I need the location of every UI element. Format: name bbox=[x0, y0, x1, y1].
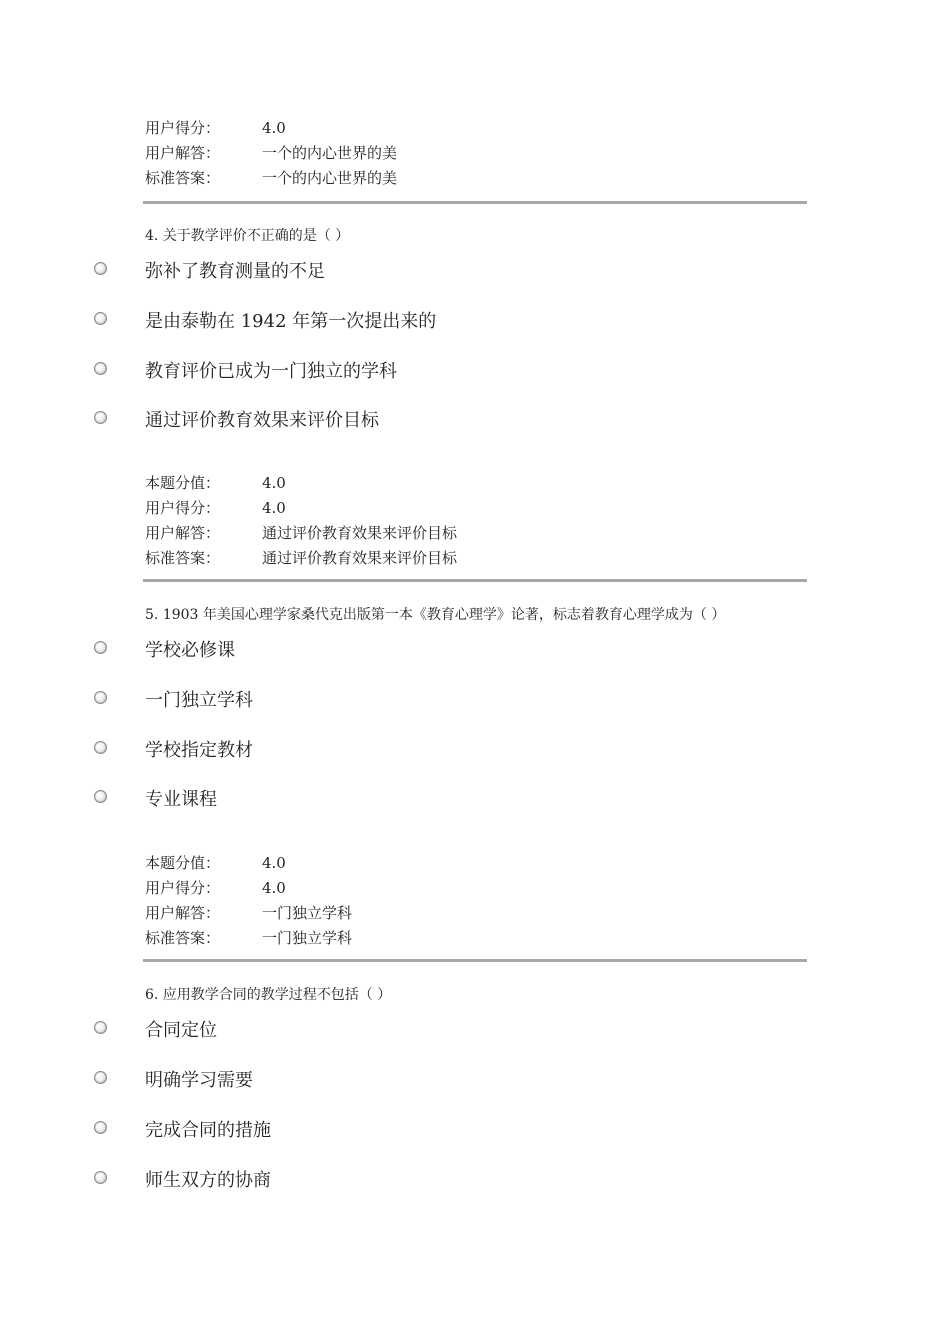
option-label: 明确学习需要 bbox=[145, 1070, 253, 1091]
radio-button[interactable] bbox=[94, 1171, 107, 1184]
score-row-user-score bbox=[145, 116, 286, 140]
option-label: 合同定位 bbox=[145, 1020, 217, 1041]
score-row-question-value bbox=[145, 471, 286, 495]
score-value: 4.0 bbox=[262, 119, 286, 137]
question-4-option-2[interactable] bbox=[94, 310, 794, 336]
score-value: 4.0 bbox=[262, 474, 286, 492]
question-6-option-2[interactable] bbox=[94, 1069, 794, 1095]
option-label: 教育评价已成为一门独立的学科 bbox=[145, 361, 397, 382]
divider bbox=[143, 579, 807, 582]
score-label: 用户解答： bbox=[145, 904, 221, 922]
question-5-option-1[interactable] bbox=[94, 639, 794, 665]
radio-button[interactable] bbox=[94, 790, 107, 803]
score-row-user-score bbox=[145, 876, 286, 900]
radio-button[interactable] bbox=[94, 411, 107, 424]
score-row-user-answer bbox=[145, 521, 457, 545]
score-row-user-answer bbox=[145, 141, 397, 165]
option-label: 一门独立学科 bbox=[145, 690, 253, 711]
score-row-user-score bbox=[145, 496, 286, 520]
score-label: 用户解答： bbox=[145, 144, 221, 162]
score-value: 4.0 bbox=[262, 854, 286, 872]
radio-button[interactable] bbox=[94, 362, 107, 375]
radio-button[interactable] bbox=[94, 1071, 107, 1084]
radio-button[interactable] bbox=[94, 741, 107, 754]
score-value: 4.0 bbox=[262, 499, 286, 517]
question-6-title: 6. 应用教学合同的教学过程不包括（ ） bbox=[145, 987, 392, 1003]
option-label: 通过评价教育效果来评价目标 bbox=[145, 410, 379, 431]
score-value: 一个的内心世界的美 bbox=[262, 144, 398, 162]
question-4-option-4[interactable] bbox=[94, 409, 794, 435]
score-value: 一门独立学科 bbox=[262, 904, 353, 922]
score-value: 一门独立学科 bbox=[262, 929, 353, 947]
option-label: 专业课程 bbox=[145, 789, 217, 810]
question-4-title: 4. 关于教学评价不正确的是（ ） bbox=[145, 228, 350, 244]
question-5-option-2[interactable] bbox=[94, 689, 794, 715]
score-row-question-value bbox=[145, 851, 286, 875]
radio-button[interactable] bbox=[94, 641, 107, 654]
score-label: 用户得分： bbox=[145, 499, 221, 517]
score-row-standard-answer bbox=[145, 926, 352, 950]
option-label: 学校必修课 bbox=[145, 640, 235, 661]
option-label: 学校指定教材 bbox=[145, 740, 253, 761]
question-6-option-1[interactable] bbox=[94, 1019, 794, 1045]
score-value: 通过评价教育效果来评价目标 bbox=[262, 524, 458, 542]
score-label: 本题分值： bbox=[145, 854, 221, 872]
score-label: 用户得分： bbox=[145, 119, 221, 137]
option-label: 师生双方的协商 bbox=[145, 1170, 271, 1191]
option-label: 弥补了教育测量的不足 bbox=[145, 261, 325, 282]
score-label: 本题分值： bbox=[145, 474, 221, 492]
radio-button[interactable] bbox=[94, 1121, 107, 1134]
question-5-title: 5. 1903 年美国心理学家桑代克出版第一本《教育心理学》论著，标志着教育心理学成为（ ） bbox=[145, 607, 726, 623]
score-label: 用户解答： bbox=[145, 524, 221, 542]
score-label: 标准答案： bbox=[145, 929, 221, 947]
question-4-option-3[interactable] bbox=[94, 360, 794, 386]
radio-button[interactable] bbox=[94, 262, 107, 275]
question-5-option-3[interactable] bbox=[94, 739, 794, 765]
question-4-option-1[interactable] bbox=[94, 260, 794, 286]
radio-button[interactable] bbox=[94, 312, 107, 325]
divider bbox=[143, 201, 807, 204]
question-6-option-3[interactable] bbox=[94, 1119, 794, 1145]
question-5-option-4[interactable] bbox=[94, 788, 794, 814]
score-row-user-answer bbox=[145, 901, 352, 925]
divider bbox=[143, 959, 807, 962]
radio-button[interactable] bbox=[94, 1021, 107, 1034]
score-label: 用户得分： bbox=[145, 879, 221, 897]
radio-button[interactable] bbox=[94, 691, 107, 704]
score-value: 一个的内心世界的美 bbox=[262, 169, 398, 187]
score-label: 标准答案： bbox=[145, 549, 221, 567]
option-label: 是由泰勒在 1942 年第一次提出来的 bbox=[145, 311, 437, 332]
score-row-standard-answer bbox=[145, 546, 457, 570]
score-label: 标准答案： bbox=[145, 169, 221, 187]
option-label: 完成合同的措施 bbox=[145, 1120, 271, 1141]
score-value: 4.0 bbox=[262, 879, 286, 897]
question-6-option-4[interactable] bbox=[94, 1169, 794, 1195]
score-row-standard-answer bbox=[145, 166, 397, 190]
score-value: 通过评价教育效果来评价目标 bbox=[262, 549, 458, 567]
